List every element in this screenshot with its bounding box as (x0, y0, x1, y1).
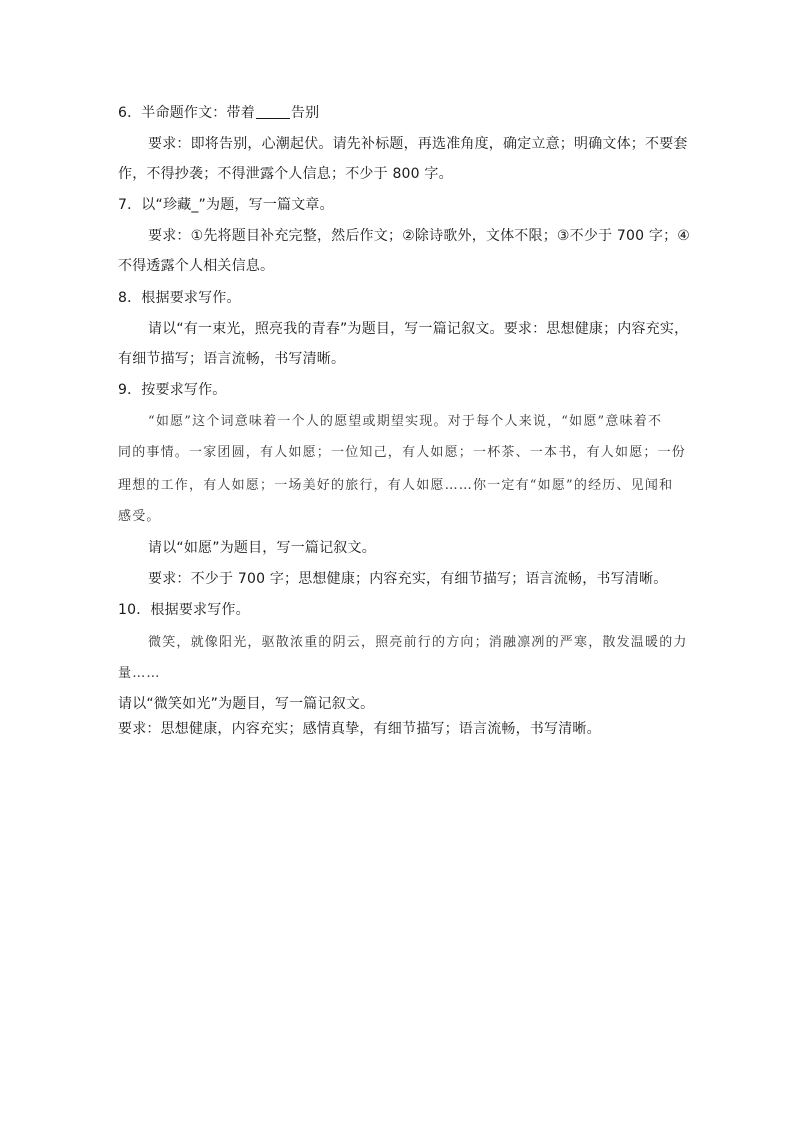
q9-material-line1: “如愿”这个词意味着一个人的愿望或期望实现。对于每个人来说，“如愿”意味着不 (148, 414, 663, 429)
q10-material-line1: 微笑，就像阳光，驱散浓重的阴云，照亮前行的方向；消融凛冽的严寒，散发温暖的力 (148, 635, 688, 650)
q9-prompt: 请以“如愿”为题目，写一篇记叙文。 (148, 540, 376, 556)
q7-title: 7．以“珍藏_”为题，写一篇文章。 (118, 197, 334, 213)
q9-title: 9．按要求写作。 (118, 382, 227, 398)
q9-material-line4: 感受。 (118, 509, 161, 524)
q9-material-line3: 理想的工作，有人如愿；一场美好的旅行，有人如愿……你一定有“如愿”的经历、见闻和 (118, 478, 674, 493)
q6-requirement-line2: 作，不得抄袭；不得泄露个人信息；不少于 800 字。 (118, 166, 453, 182)
q7-requirement-line2: 不得透露个人相关信息。 (118, 258, 275, 274)
q10-requirement: 要求：思想健康，内容充实；感情真挚，有细节描写；语言流畅，书写清晰。 (118, 721, 601, 737)
q9-material-line2: 同的事情。一家团圆，有人如愿；一位知己，有人如愿；一杯茶、一本书，有人如愿；一份 (118, 445, 687, 460)
q10-prompt: 请以“微笑如光”为题目，写一篇记叙文。 (118, 696, 375, 712)
q7-requirement-line1: 要求：①先将题目补充完整，然后作文；②除诗歌外，文体不限；③不少于 700 字；④ (148, 228, 691, 244)
q6-title-prefix: 6．半命题作文：带着 (118, 105, 255, 121)
q8-title: 8．根据要求写作。 (118, 290, 241, 306)
q10-material-line2: 量…… (118, 666, 161, 681)
q6-title-blank (256, 104, 290, 119)
q8-requirement-line1: 请以“有一束光，照亮我的青春”为题目，写一篇记叙文。要求：思想健康；内容充实， (148, 321, 689, 337)
q10-title: 10．根据要求写作。 (118, 602, 250, 618)
q9-requirement: 要求：不少于 700 字；思想健康；内容充实，有细节描写；语言流畅，书写清晰。 (148, 571, 668, 587)
q6-title (118, 103, 319, 123)
q8-requirement-line2: 有细节描写；语言流畅，书写清晰。 (118, 351, 346, 367)
q6-title-suffix: 告别 (290, 105, 320, 121)
q6-requirement-line1: 要求：即将告别，心潮起伏。请先补标题，再选准角度，确定立意；明确文体；不要套 (148, 136, 688, 152)
